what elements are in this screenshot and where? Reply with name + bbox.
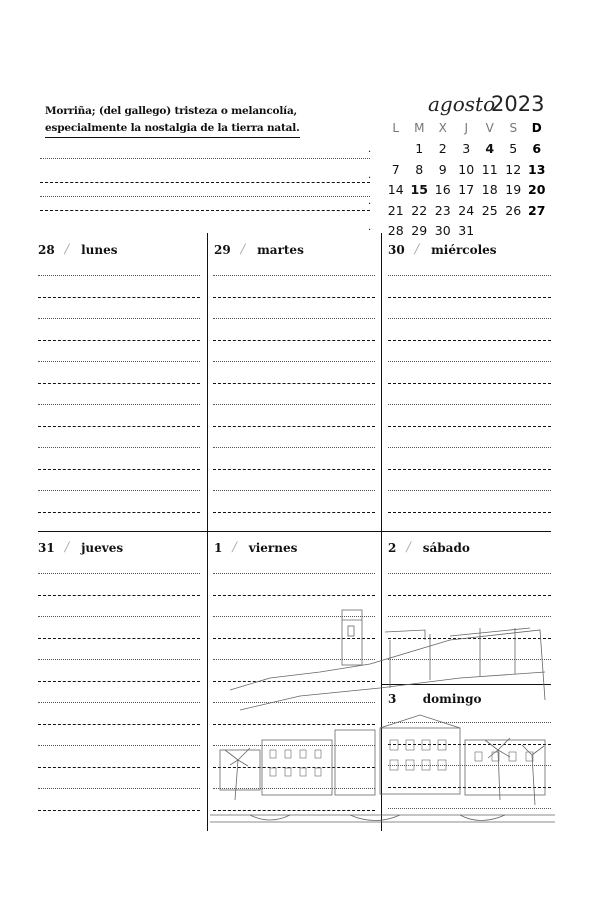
weekday-header: J <box>464 121 469 136</box>
calendar-day: 23 <box>434 202 451 218</box>
writing-line[interactable] <box>388 318 551 319</box>
calendar-header-row <box>384 118 549 139</box>
writing-line[interactable] <box>388 426 551 427</box>
writing-line[interactable] <box>213 383 375 384</box>
note-line[interactable] <box>40 210 370 211</box>
slash-divider: / <box>240 242 246 257</box>
calendar-day: 22 <box>411 202 428 218</box>
writing-line[interactable] <box>38 512 200 513</box>
day-name: viernes <box>248 540 298 555</box>
calendar-month: agosto <box>428 92 496 116</box>
calendar-day: 28 <box>387 223 404 239</box>
calendar-year: 2023 <box>491 92 545 116</box>
row-divider <box>38 531 551 532</box>
day-number: 31 <box>38 540 55 555</box>
writing-line[interactable] <box>213 275 375 276</box>
calendar-day: 9 <box>438 161 447 177</box>
weekday-header: X <box>438 121 447 136</box>
slash-divider: / <box>64 242 70 257</box>
day-number: 3 <box>388 691 397 706</box>
writing-line[interactable] <box>213 595 375 596</box>
day-number: 1 <box>214 540 223 555</box>
weekday-header: L <box>392 121 400 136</box>
calendar-day: 3 <box>462 141 471 157</box>
writing-line[interactable] <box>213 490 375 491</box>
weekday-header: V <box>485 121 494 136</box>
town-sketch-illustration <box>210 600 555 832</box>
writing-line[interactable] <box>38 426 200 427</box>
note-line[interactable] <box>40 196 370 197</box>
calendar-day: 20 <box>528 182 546 198</box>
writing-line[interactable] <box>38 490 200 491</box>
writing-line[interactable] <box>213 318 375 319</box>
note-line[interactable] <box>40 182 370 183</box>
mini-calendar <box>384 118 549 241</box>
writing-line[interactable] <box>213 426 375 427</box>
day-name: jueves <box>81 540 124 555</box>
calendar-day: 31 <box>458 223 475 239</box>
writing-line[interactable] <box>388 340 551 341</box>
calendar-day: 19 <box>505 182 522 198</box>
writing-line[interactable] <box>38 404 200 405</box>
quote-block <box>45 103 375 138</box>
writing-line[interactable] <box>213 512 375 513</box>
calendar-day: 6 <box>532 141 542 157</box>
calendar-week <box>384 180 549 201</box>
writing-line[interactable] <box>38 810 200 811</box>
day-header-thursday <box>38 540 123 555</box>
calendar-day: 12 <box>505 161 522 177</box>
day-header-monday <box>38 242 118 257</box>
writing-line[interactable] <box>38 767 200 768</box>
calendar-day: 11 <box>481 161 498 177</box>
writing-line[interactable] <box>213 469 375 470</box>
calendar-week <box>384 200 549 221</box>
quote-line-2: especialmente la nostalgia de la tierra natal. <box>45 120 300 138</box>
separator-dots: · · · · <box>368 147 372 236</box>
day-number: 2 <box>388 540 397 555</box>
writing-line[interactable] <box>38 724 200 725</box>
slash-divider: / <box>64 540 70 555</box>
writing-line[interactable] <box>38 340 200 341</box>
calendar-day: 17 <box>458 182 475 198</box>
calendar-day: 24 <box>458 202 475 218</box>
weekday-header: S <box>509 121 518 136</box>
writing-line[interactable] <box>388 573 551 574</box>
writing-line[interactable] <box>388 383 551 384</box>
slash-divider: / <box>406 540 411 555</box>
weekday-header: D <box>531 121 542 136</box>
day-header-tuesday <box>214 242 304 257</box>
day-name: martes <box>257 242 304 257</box>
calendar-day: 21 <box>387 202 404 218</box>
writing-line[interactable] <box>38 638 200 639</box>
calendar-day: 5 <box>509 141 518 157</box>
writing-line[interactable] <box>38 659 200 660</box>
day-header-friday <box>214 540 297 555</box>
writing-line[interactable] <box>38 595 200 596</box>
writing-line[interactable] <box>38 745 200 746</box>
calendar-day: 13 <box>528 161 546 177</box>
day-number: 30 <box>388 242 405 257</box>
calendar-week <box>384 159 549 180</box>
calendar-day: 1 <box>415 141 424 157</box>
day-name: lunes <box>81 242 118 257</box>
day-name: sábado <box>422 540 470 555</box>
calendar-day: 15 <box>410 182 428 198</box>
writing-line[interactable] <box>388 469 551 470</box>
writing-line[interactable] <box>38 788 200 789</box>
writing-line[interactable] <box>213 297 375 298</box>
writing-line[interactable] <box>388 595 551 596</box>
writing-line[interactable] <box>38 702 200 703</box>
writing-line[interactable] <box>213 340 375 341</box>
calendar-day: 14 <box>387 182 404 198</box>
calendar-day: 18 <box>481 182 498 198</box>
writing-line[interactable] <box>38 297 200 298</box>
writing-line[interactable] <box>38 616 200 617</box>
calendar-day: 30 <box>434 223 451 239</box>
calendar-day: 8 <box>415 161 424 177</box>
writing-line[interactable] <box>38 447 200 448</box>
calendar-day: 25 <box>481 202 498 218</box>
writing-line[interactable] <box>388 297 551 298</box>
day-header-saturday <box>388 540 470 555</box>
writing-line[interactable] <box>388 490 551 491</box>
writing-line[interactable] <box>388 512 551 513</box>
calendar-day: 4 <box>485 141 495 157</box>
day-name: domingo <box>422 691 482 706</box>
calendar-week <box>384 221 549 242</box>
column-divider <box>207 233 208 831</box>
calendar-day: 27 <box>528 202 546 218</box>
day-number: 28 <box>38 242 55 257</box>
calendar-day: 26 <box>505 202 522 218</box>
slash-divider: / <box>232 540 237 555</box>
note-line[interactable] <box>40 158 370 159</box>
calendar-day: 7 <box>391 161 400 177</box>
writing-line[interactable] <box>38 573 200 574</box>
writing-line[interactable] <box>213 447 375 448</box>
writing-line[interactable] <box>38 383 200 384</box>
weekday-header: M <box>414 121 425 136</box>
writing-line[interactable] <box>388 404 551 405</box>
writing-line[interactable] <box>38 318 200 319</box>
writing-line[interactable] <box>38 469 200 470</box>
writing-line[interactable] <box>213 361 375 362</box>
writing-line[interactable] <box>38 275 200 276</box>
writing-line[interactable] <box>388 361 551 362</box>
calendar-day: 29 <box>411 223 428 239</box>
writing-line[interactable] <box>213 404 375 405</box>
writing-line[interactable] <box>38 681 200 682</box>
quote-line-1: Morriña; (del gallego) tristeza o melancolía, <box>45 105 297 117</box>
calendar-week <box>384 139 549 160</box>
writing-line[interactable] <box>388 275 551 276</box>
day-header-wednesday <box>388 242 497 257</box>
calendar-day: 16 <box>434 182 451 198</box>
calendar-day: 10 <box>458 161 475 177</box>
day-number: 29 <box>214 242 231 257</box>
slash-divider: / <box>414 242 420 257</box>
writing-line[interactable] <box>38 361 200 362</box>
writing-line[interactable] <box>388 447 551 448</box>
writing-line[interactable] <box>213 573 375 574</box>
day-name: miércoles <box>431 242 497 257</box>
calendar-day: 2 <box>438 141 447 157</box>
